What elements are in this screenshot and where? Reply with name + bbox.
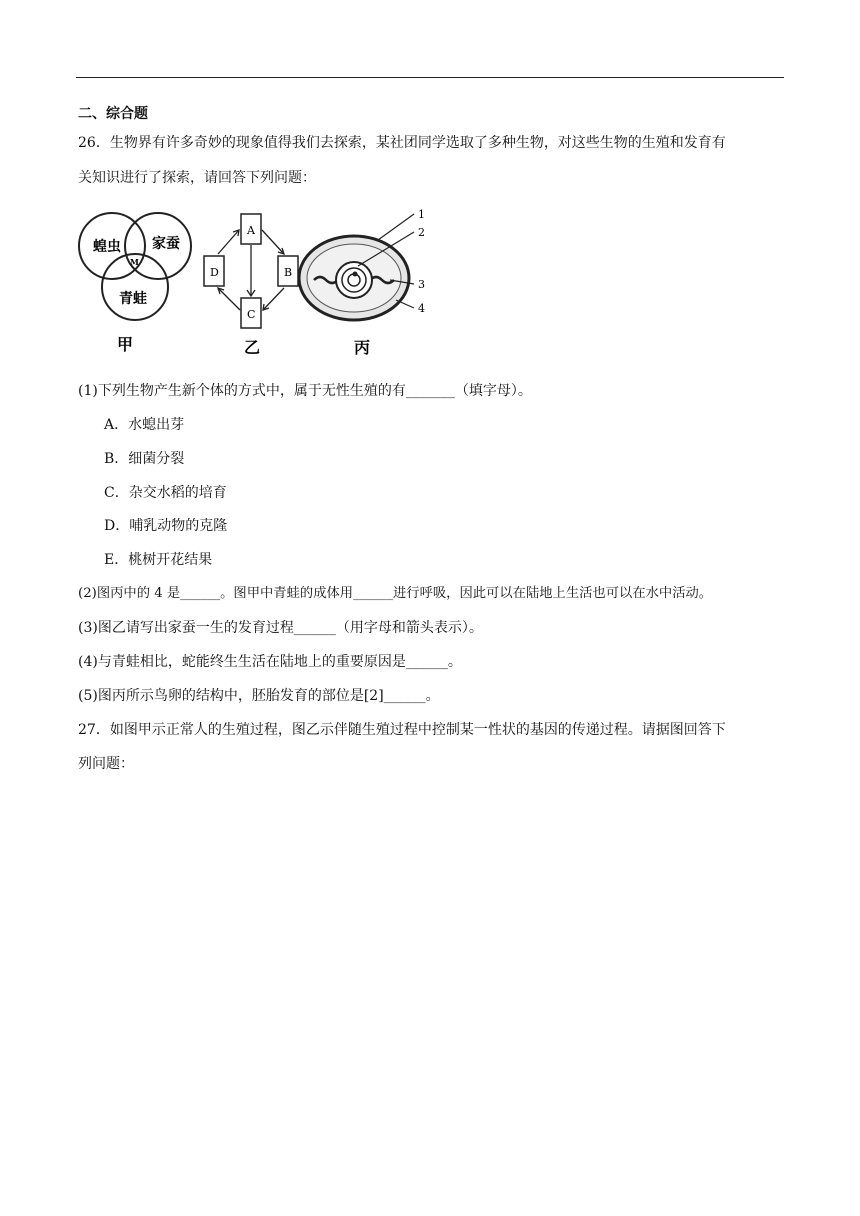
q26-sub2: (2)图丙中的 4 是______。图甲中青蛙的成体用______进行呼吸，因此可以在陆地上生活也可以在水中活动。 [78,586,713,601]
q26-sub3: (3)图乙请写出家蚕一生的发育过程______（用字母和箭头表示）。 [78,620,483,636]
option-b: B．细菌分裂 [104,451,185,467]
egg-label-1: 1 [418,208,425,221]
option-c: C．杂交水稻的培育 [104,485,227,501]
q26-sub5: (5)图丙所示鸟卵的结构中，胚胎发育的部位是[2]______。 [78,688,440,704]
figure-caption-yi: 乙 [244,338,261,357]
header-rule [76,77,784,78]
q27-stem-line1: 27．如图甲示正常人的生殖过程，图乙示伴随生殖过程中控制某一性状的基因的传递过程。请据图回答下 [78,722,726,738]
box-label-a: A [247,224,255,237]
egg-label-2: 2 [418,226,425,239]
figure-caption-jia: 甲 [117,335,134,354]
figure-caption-bing: 丙 [354,338,371,357]
section-title: 二、综合题 [78,106,148,122]
venn-label-frog: 青蛙 [119,291,147,307]
box-label-d: D [210,266,219,279]
box-label-c: C [247,308,256,321]
option-a: A．水螅出芽 [104,417,185,433]
q26-sub4: (4)与青蛙相比，蛇能终生生活在陆地上的重要原因是______。 [78,654,462,670]
venn-center-label: M [130,257,139,267]
option-e: E．桃树开花结果 [104,552,213,568]
venn-label-locust: 蝗虫 [93,239,121,255]
q26-sub1: (1)下列生物产生新个体的方式中，属于无性生殖的有_______（填字母）。 [78,383,532,399]
box-label-b: B [284,266,293,279]
egg-label-3: 3 [418,278,425,291]
q26-stem-line1: 26．生物界有许多奇妙的现象值得我们去探索，某社团同学选取了多种生物，对这些生物的生殖和发育有 [78,135,726,151]
q26-figure [78,204,438,364]
option-d: D．哺乳动物的克隆 [104,518,228,534]
egg-label-4: 4 [418,302,425,315]
figure-bing-egg [299,236,409,320]
q26-stem-line2: 关知识进行了探索，请回答下列问题： [78,170,316,186]
venn-label-silkworm: 家蚕 [152,236,180,252]
q27-stem-line2: 列问题： [78,756,134,772]
